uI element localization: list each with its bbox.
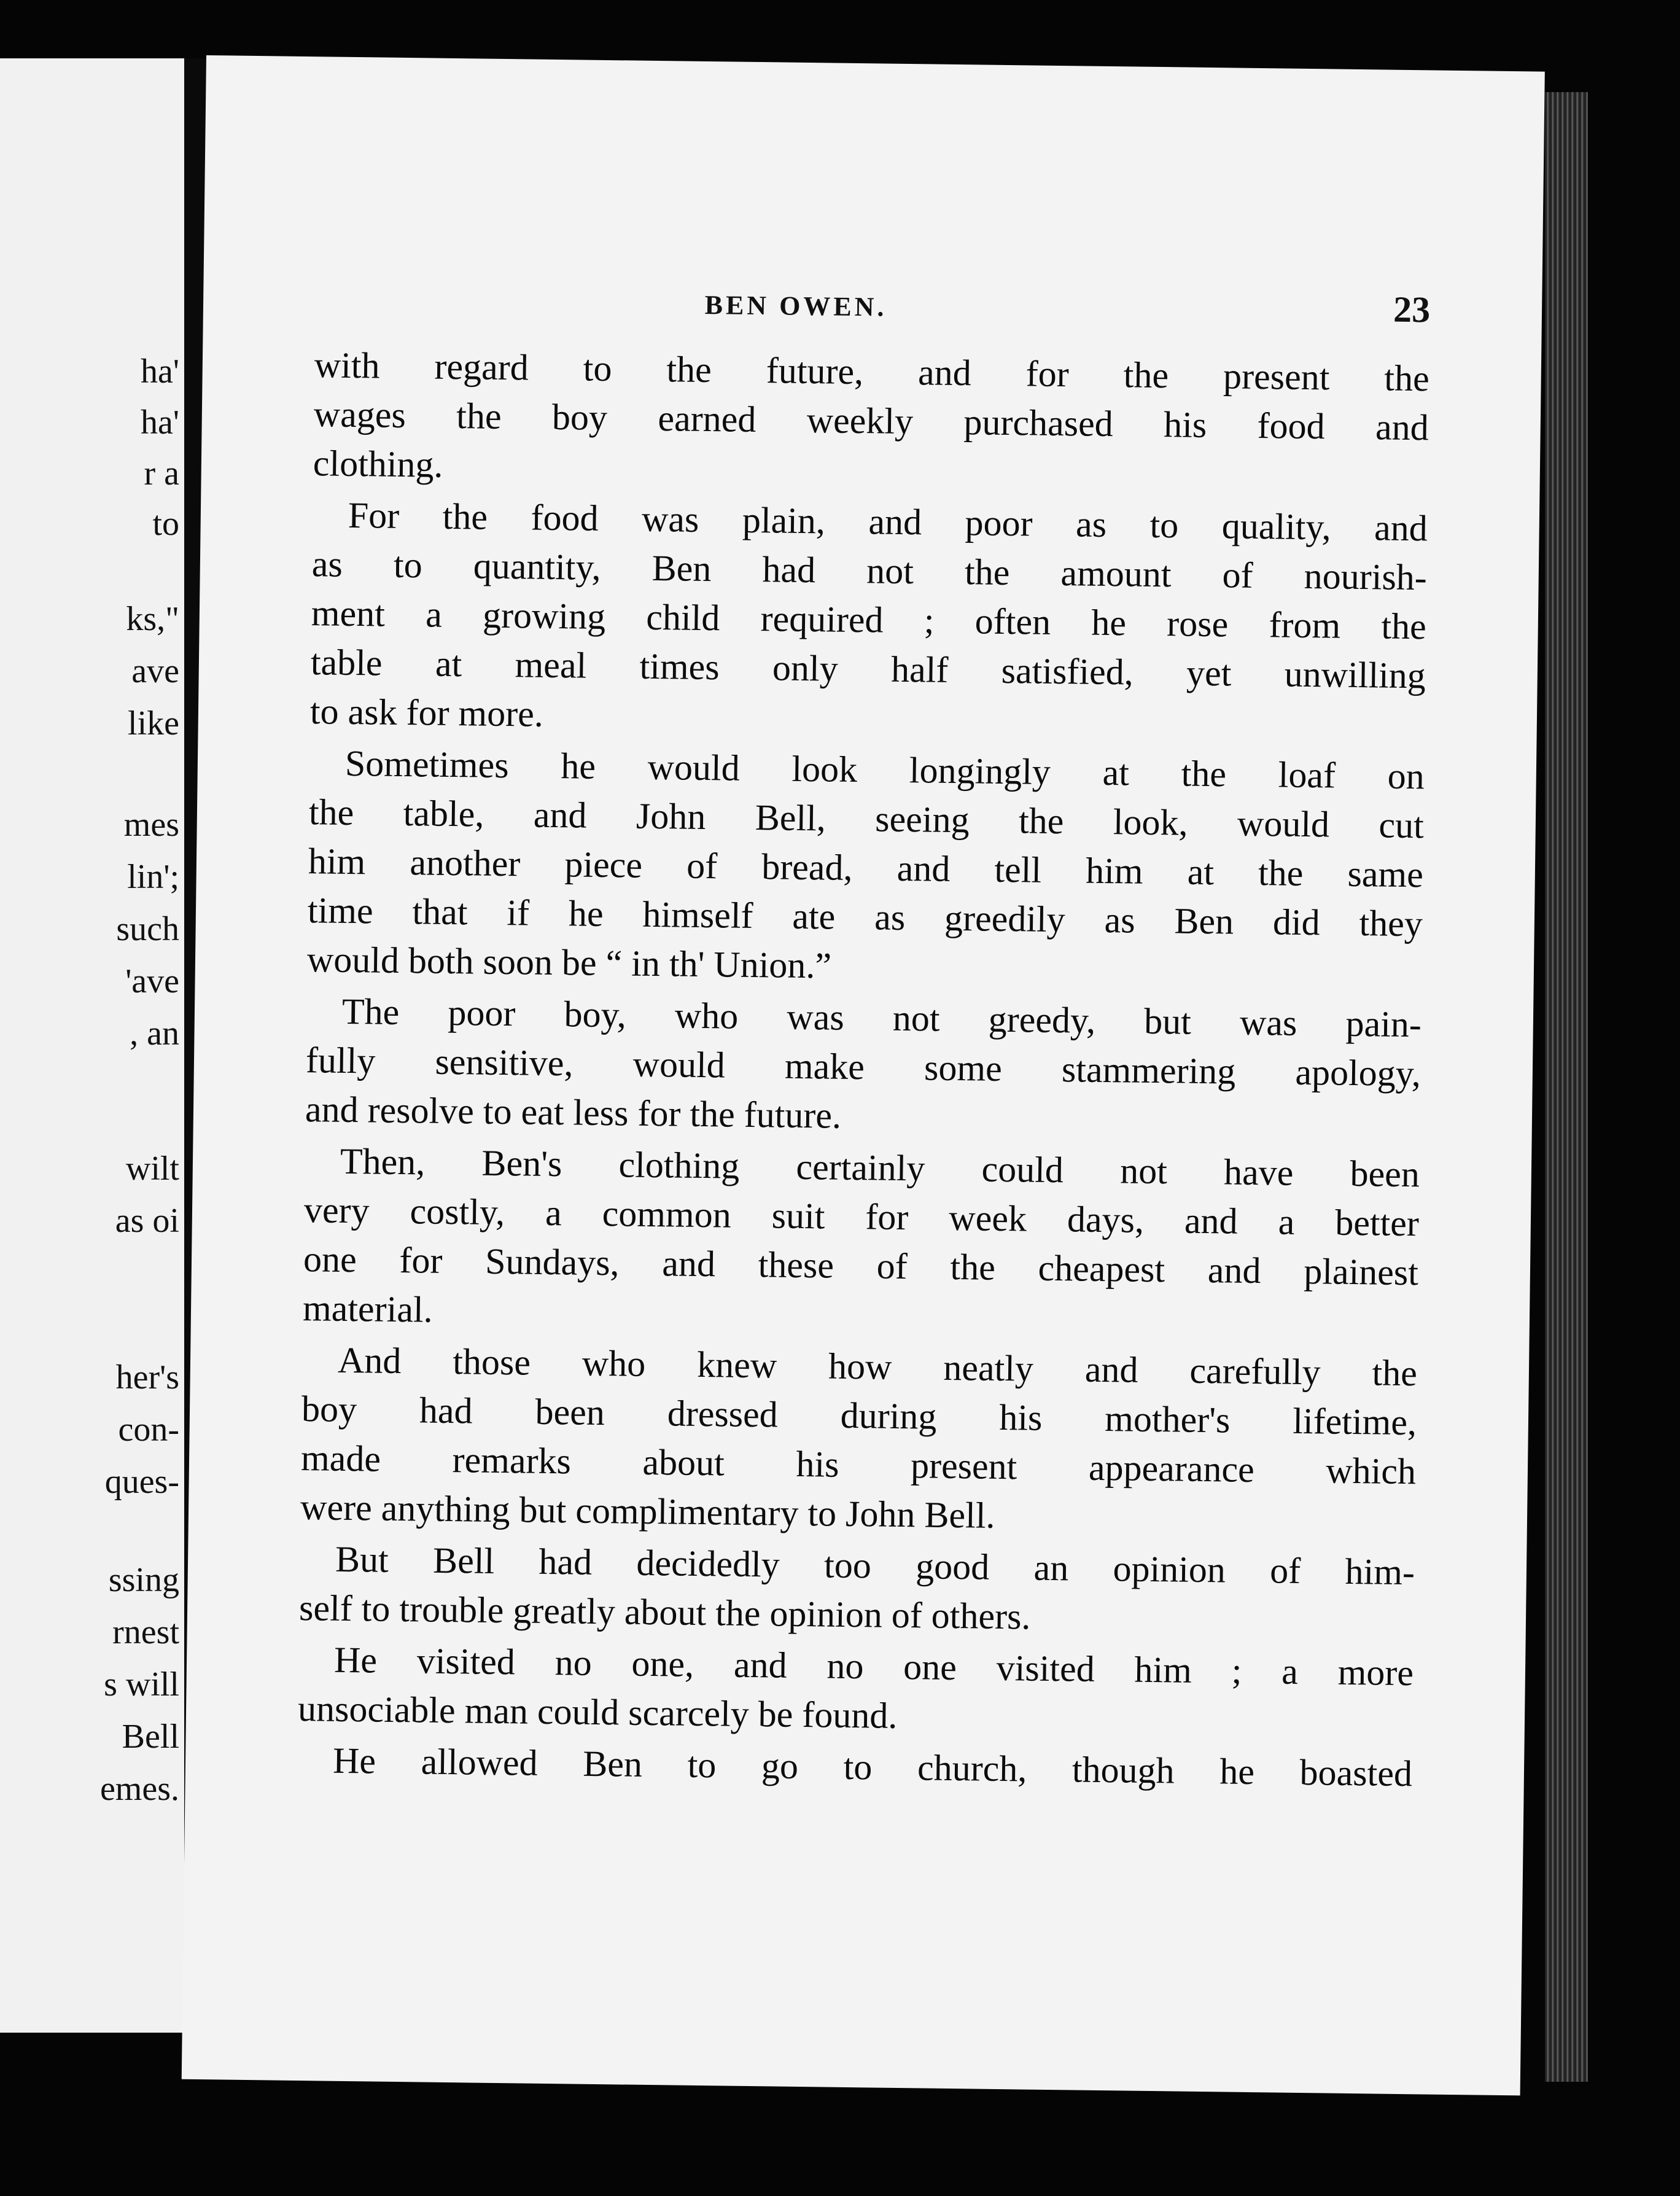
page-number: 23: [1393, 289, 1431, 330]
left-fragment-line: ssing: [108, 1561, 179, 1599]
left-fragment-line: ha': [141, 403, 179, 442]
text-line: time that if he himself ate as greedily as Ben did they: [307, 890, 1423, 944]
text-line: boy had been dressed during his mother's lifetime,: [301, 1388, 1417, 1443]
text-line: material.: [302, 1288, 434, 1330]
text-line: with regard to the future, and for the present the: [314, 345, 1430, 399]
page-edge-stack: [1545, 92, 1588, 2082]
text-line: as to quantity, Ben had not the amount of nourish-: [311, 543, 1428, 598]
text-line: He allowed Ben to go to church, though he boasted: [332, 1740, 1413, 1794]
left-fragment-line: ave: [131, 652, 179, 690]
running-head: BEN OWEN.: [704, 289, 887, 322]
paragraph: [305, 986, 1422, 1147]
text-line: Then, Ben's clothing certainly could not have been: [340, 1140, 1420, 1195]
left-fragment-line: to: [152, 505, 179, 543]
left-fragment-line: s will: [104, 1665, 179, 1703]
text-line: and resolve to eat less for the future.: [305, 1089, 842, 1136]
left-fragment-line: emes.: [99, 1770, 179, 1808]
text-line: were anything but complimentary to John Bell.: [300, 1487, 995, 1536]
text-line: fully sensitive, would make some stammering apology,: [305, 1040, 1421, 1094]
left-fragment-line: her's: [115, 1358, 179, 1396]
left-fragment-line: rnest: [112, 1613, 179, 1651]
paragraph: [309, 490, 1428, 749]
text-line: He visited no one, and no one visited him ; a more: [333, 1639, 1414, 1694]
left-fragment-line: mes: [123, 806, 179, 844]
text-line: And those who knew how neatly and carefully the: [337, 1339, 1418, 1394]
text-line: table at meal times only half satisfied, yet unwilling: [310, 642, 1426, 696]
left-fragment-line: r a: [144, 454, 179, 493]
left-fragment-line: like: [128, 704, 179, 742]
left-page-fragment: [0, 58, 184, 2033]
paragraph: [303, 1136, 1420, 1346]
text-line: the table, and John Bell, seeing the look, would cut: [308, 792, 1425, 846]
text-line: For the food was plain, and poor as to quality, and: [348, 494, 1428, 549]
left-fragment-line: ha': [141, 352, 179, 391]
text-line: would both soon be “ in th' Union.”: [306, 939, 832, 986]
left-fragment-line: such: [116, 910, 179, 948]
text-line: ment a growing child required ; often he rose from the: [311, 593, 1427, 647]
left-fragment-line: Bell: [122, 1718, 179, 1756]
left-fragment-line: ques-: [104, 1463, 179, 1501]
paragraph: [307, 738, 1425, 997]
text-line: Sometimes he would look longingly at the loaf on: [344, 742, 1425, 797]
text-line: self to trouble greatly about the opinion of others.: [298, 1587, 1031, 1637]
left-fragment-line: con-: [118, 1411, 179, 1449]
text-line: clothing.: [313, 443, 443, 485]
left-fragment-line: lin';: [127, 858, 179, 896]
left-fragment-line: wilt: [125, 1150, 179, 1188]
text-line: wages the boy earned weekly purchased his food and: [313, 394, 1429, 448]
text-line: him another piece of bread, and tell him at the same: [308, 841, 1424, 895]
text-line: The poor boy, who was not greedy, but was pain-: [341, 991, 1422, 1045]
paragraph: [298, 1635, 1414, 1746]
text-line: But Bell had decidedly too good an opinion of him-: [335, 1538, 1415, 1593]
paragraph: [299, 1534, 1415, 1646]
page-body: [297, 340, 1430, 1798]
paragraph: [313, 340, 1429, 501]
left-fragment-line: as oi: [115, 1202, 179, 1240]
text-line: unsociable man could scarcely be found.: [297, 1688, 898, 1736]
book-page: [182, 55, 1545, 2095]
paragraph: [297, 1735, 1413, 1798]
text-line: one for Sundays, and these of the cheapest and plainest: [303, 1239, 1419, 1293]
left-fragment-line: 'ave: [125, 962, 179, 1000]
left-fragment-line: ks,": [126, 600, 179, 638]
paragraph: [300, 1335, 1418, 1545]
text-line: to ask for more.: [309, 691, 544, 734]
left-fragment-line: , an: [130, 1014, 179, 1053]
text-line: very costly, a common suit for week days, and a better: [303, 1190, 1420, 1244]
text-line: made remarks about his present appearance which: [300, 1438, 1417, 1492]
